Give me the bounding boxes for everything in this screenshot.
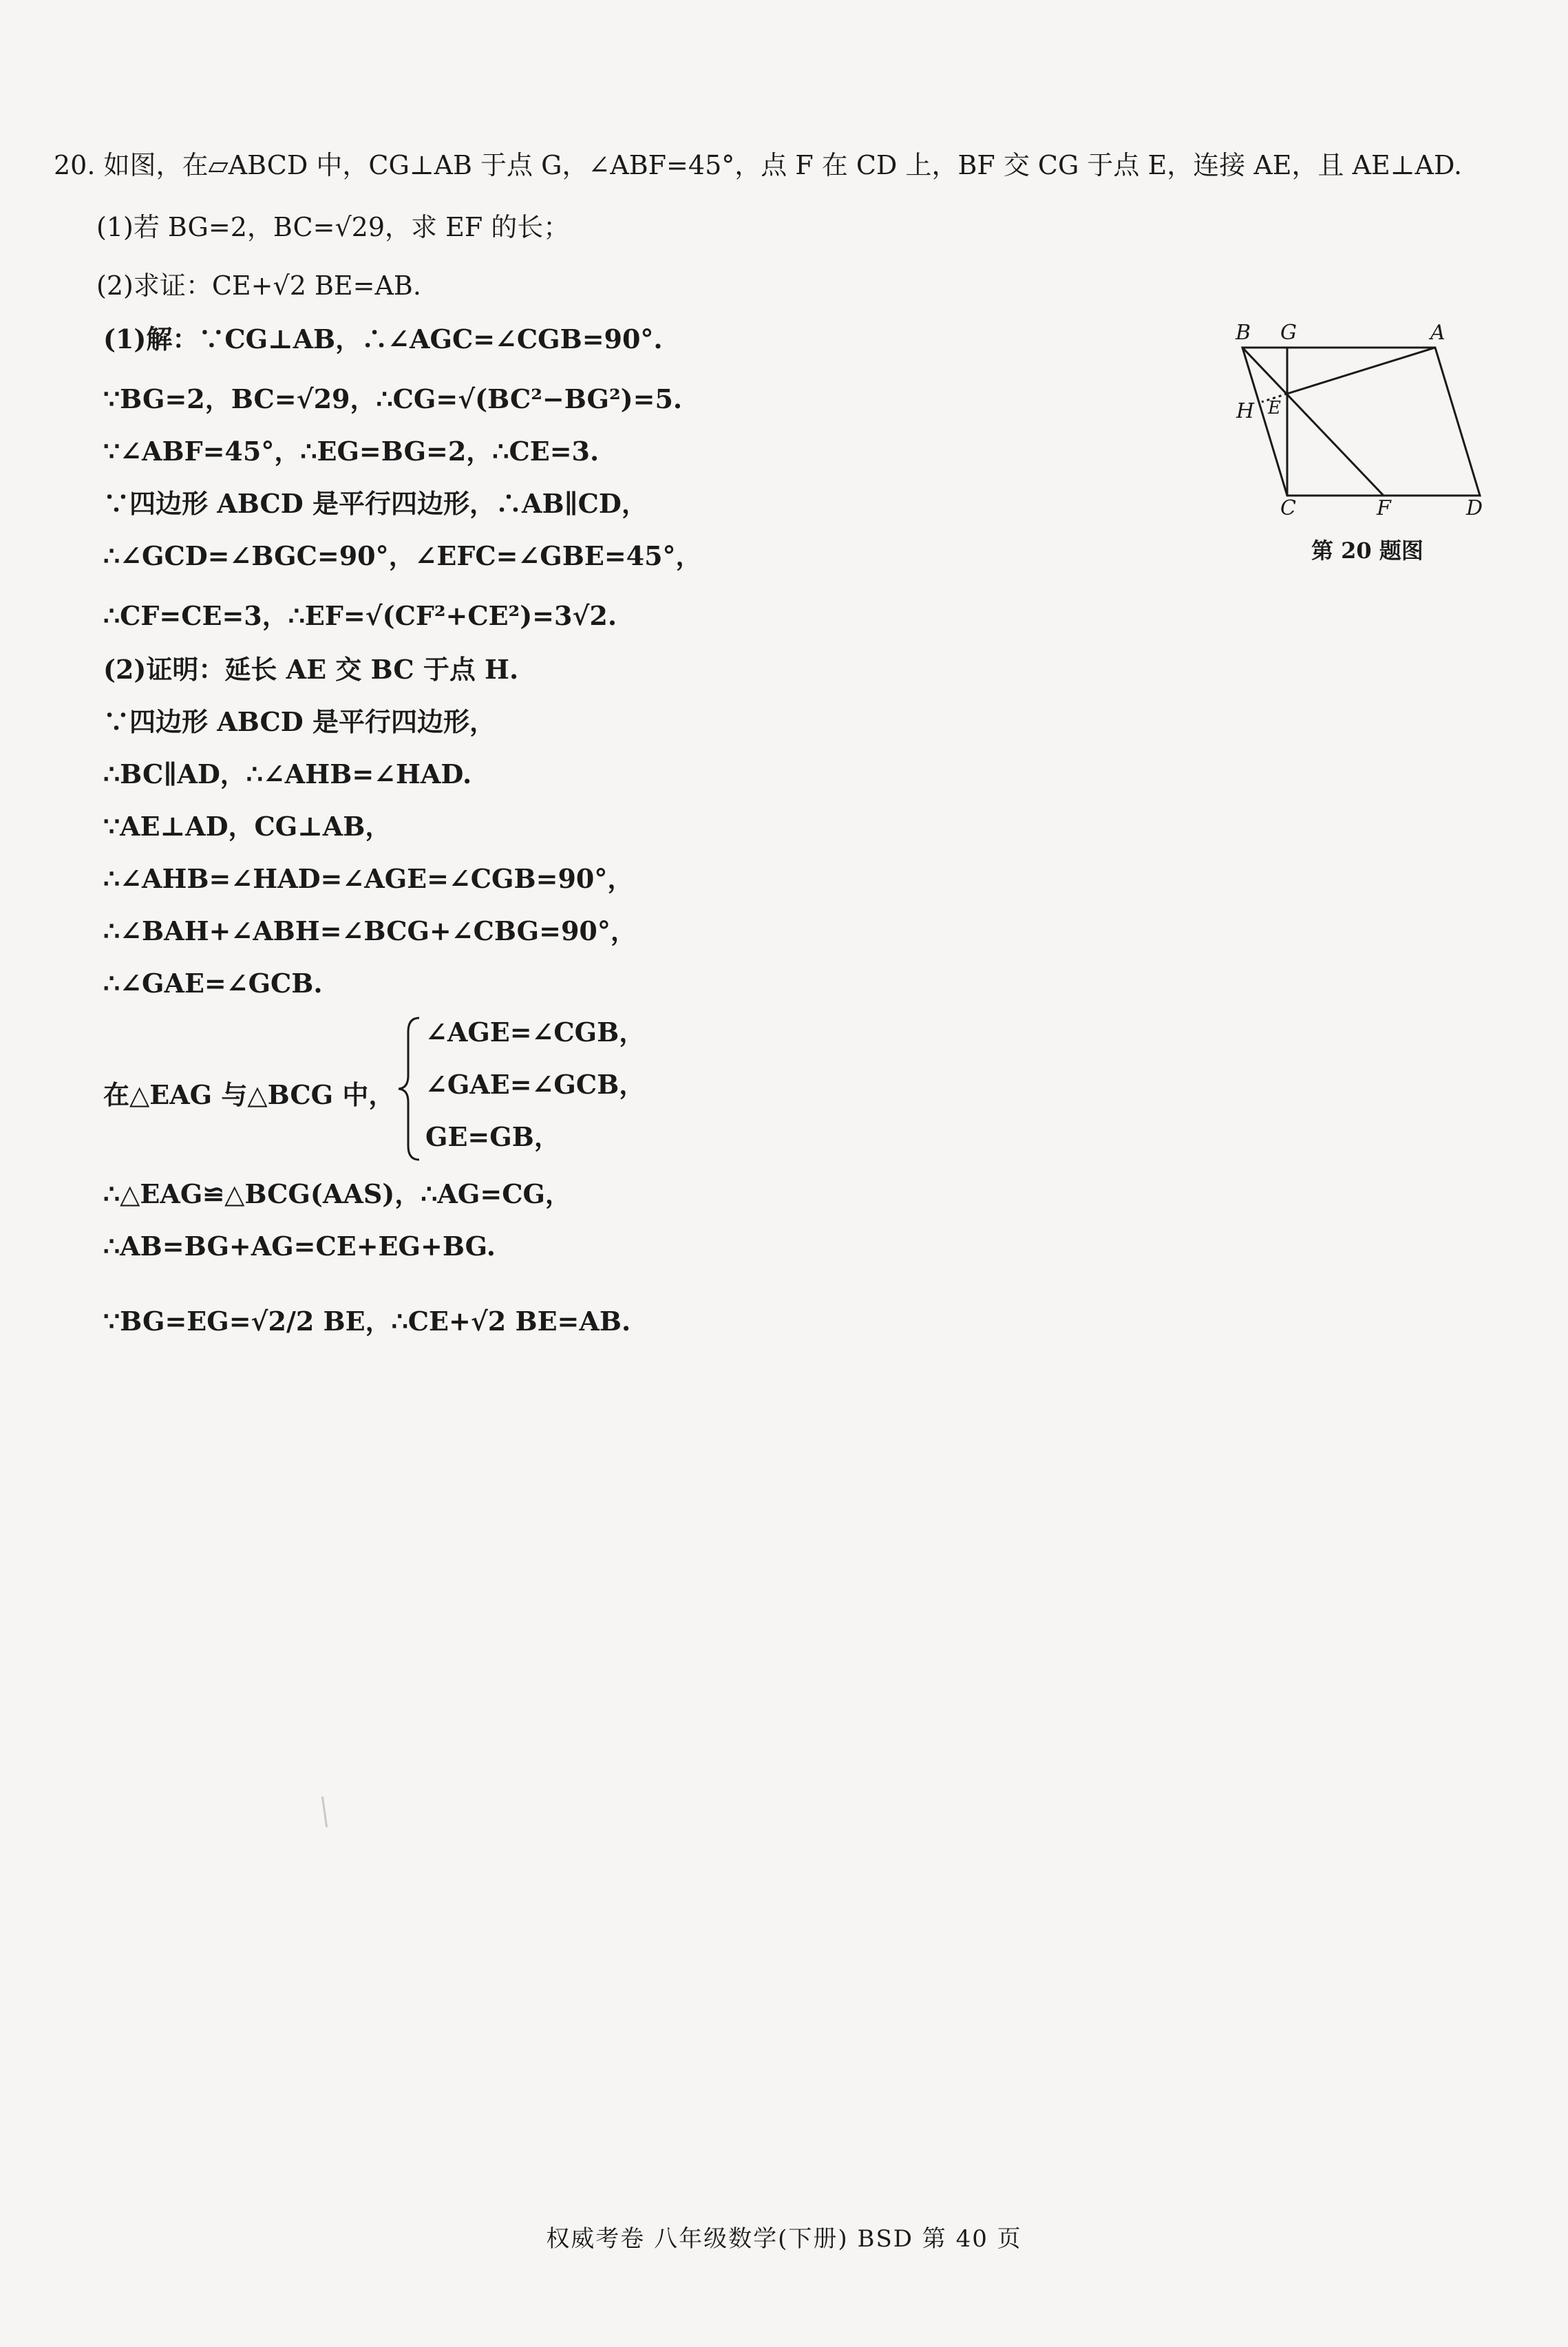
- solution-line-10: ∵AE⊥AD，CG⊥AB，: [103, 811, 392, 842]
- solution-line-4: ∵四边形 ABCD 是平行四边形，∴AB∥CD，: [103, 488, 648, 519]
- label-e: E: [1268, 398, 1281, 418]
- brace-item-1: ∠AGE=∠CGB，: [425, 1017, 646, 1048]
- solution-line-11: ∴∠AHB=∠HAD=∠AGE=∠CGB=90°，: [103, 863, 634, 894]
- page-footer: 权威考卷 八年级数学(下册) BSD 第 40 页: [546, 2225, 1022, 2253]
- solution-line-8: ∵四边形 ABCD 是平行四边形，: [103, 706, 496, 737]
- question-title: 20. 如图，在▱ABCD 中，CG⊥AB 于点 G，∠ABF=45°，点 F 在 CD 上，BF 交 CG 于点 E，连接 AE，且 AE⊥AD.: [54, 150, 1463, 180]
- solution-after-2: ∴AB=BG+AG=CE+EG+BG.: [103, 1231, 496, 1262]
- parallelogram-figure: [1218, 313, 1494, 520]
- brace-item-2: ∠GAE=∠GCB，: [425, 1069, 646, 1100]
- label-g: G: [1280, 321, 1297, 345]
- label-d: D: [1466, 496, 1483, 520]
- solution-line-2: ∵BG=2，BC=√29，∴CG=√(BC²−BG²)=5.: [103, 383, 683, 414]
- label-c: C: [1280, 496, 1296, 520]
- solution-line-13: ∴∠GAE=∠GCB.: [103, 968, 323, 999]
- brace-lead: 在△EAG 与△BCG 中，: [103, 1079, 395, 1110]
- segment-ae: [1287, 348, 1435, 394]
- solution-after-1: ∴△EAG≌△BCG(AAS)，∴AG=CG，: [103, 1178, 571, 1209]
- label-a: A: [1430, 321, 1445, 345]
- label-f: F: [1377, 496, 1391, 520]
- figure-caption: 第 20 题图: [1311, 538, 1423, 564]
- question-part1: (1)若 BG=2，BC=√29，求 EF 的长；: [96, 212, 570, 242]
- solution-line-9: ∴BC∥AD，∴∠AHB=∠HAD.: [103, 758, 472, 789]
- solution-line-7: (2)证明：延长 AE 交 BC 于点 H.: [103, 654, 519, 685]
- solution-line-1: (1)解：∵CG⊥AB，∴∠AGC=∠CGB=90°.: [103, 323, 663, 354]
- question-part2: (2)求证：CE+√2 BE=AB.: [96, 270, 421, 301]
- scan-mark: [321, 1796, 328, 1827]
- brace-item-3: GE=GB，: [425, 1121, 560, 1152]
- label-h: H: [1236, 399, 1255, 423]
- left-brace-icon: [396, 1015, 423, 1163]
- label-b: B: [1236, 321, 1251, 345]
- solution-line-5: ∴∠GCD=∠BGC=90°，∠EFC=∠GBE=45°，: [103, 540, 702, 571]
- solution-after-3: ∵BG=EG=√2/2 BE，∴CE+√2 BE=AB.: [103, 1306, 631, 1337]
- solution-line-3: ∵∠ABF=45°，∴EG=BG=2，∴CE=3.: [103, 436, 600, 467]
- brace-system: [103, 1015, 723, 1167]
- solution-line-12: ∴∠BAH+∠ABH=∠BCG+∠CBG=90°，: [103, 915, 637, 946]
- solution-line-6: ∴CF=CE=3，∴EF=√(CF²+CE²)=3√2.: [103, 600, 617, 631]
